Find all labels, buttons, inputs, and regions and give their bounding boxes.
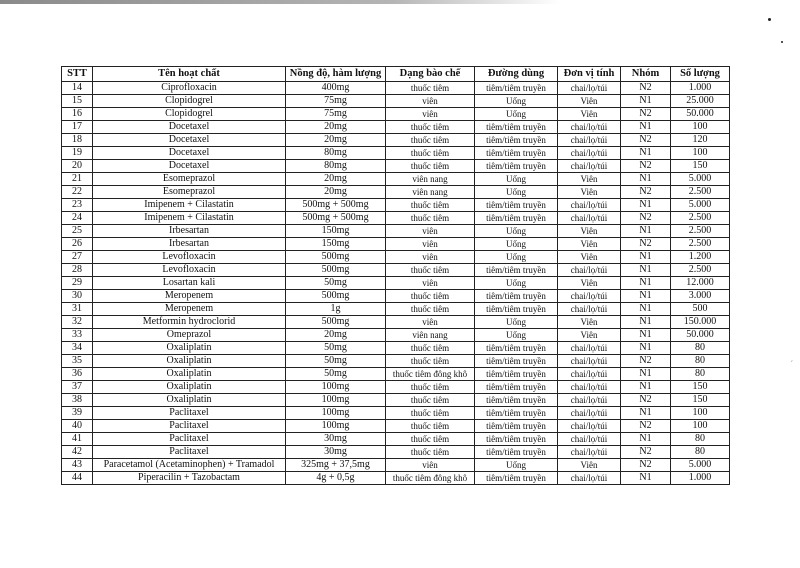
cell-row-number: 25 — [62, 225, 93, 238]
table-row — [62, 95, 730, 108]
table-row — [62, 355, 730, 368]
cell-row-number: 17 — [62, 121, 93, 134]
cell-quantity: 80 — [671, 433, 730, 446]
col-header-group: Nhóm — [621, 67, 671, 82]
cell-unit: chai/lọ/túi — [558, 420, 621, 433]
cell-dosage-form: viên nang — [386, 329, 475, 342]
cell-strength: 100mg — [286, 381, 386, 394]
cell-group: N1 — [621, 121, 671, 134]
cell-active-ingredient: Oxaliplatin — [93, 381, 286, 394]
cell-active-ingredient: Losartan kali — [93, 277, 286, 290]
cell-route: tiêm/tiêm truyền — [475, 160, 558, 173]
cell-dosage-form: thuốc tiêm — [386, 264, 475, 277]
col-header-stt: STT — [62, 67, 93, 82]
cell-dosage-form: thuốc tiêm — [386, 82, 475, 95]
table-row — [62, 381, 730, 394]
cell-quantity: 80 — [671, 342, 730, 355]
cell-quantity: 80 — [671, 368, 730, 381]
cell-unit: Viên — [558, 238, 621, 251]
cell-quantity: 100 — [671, 420, 730, 433]
cell-active-ingredient: Oxaliplatin — [93, 355, 286, 368]
cell-dosage-form: thuốc tiêm đông khô — [386, 472, 475, 485]
cell-group: N1 — [621, 407, 671, 420]
cell-strength: 30mg — [286, 446, 386, 459]
cell-row-number: 16 — [62, 108, 93, 121]
cell-quantity: 150.000 — [671, 316, 730, 329]
cell-unit: chai/lọ/túi — [558, 290, 621, 303]
cell-active-ingredient: Levofloxacin — [93, 251, 286, 264]
table-row — [62, 368, 730, 381]
cell-strength: 4g + 0,5g — [286, 472, 386, 485]
cell-strength: 75mg — [286, 95, 386, 108]
cell-route: tiêm/tiêm truyền — [475, 368, 558, 381]
cell-route: tiêm/tiêm truyền — [475, 199, 558, 212]
cell-dosage-form: viên — [386, 316, 475, 329]
cell-group: N2 — [621, 459, 671, 472]
cell-row-number: 21 — [62, 173, 93, 186]
cell-quantity: 1.000 — [671, 472, 730, 485]
cell-active-ingredient: Irbesartan — [93, 238, 286, 251]
cell-group: N1 — [621, 368, 671, 381]
table-row — [62, 173, 730, 186]
cell-quantity: 1.000 — [671, 82, 730, 95]
cell-dosage-form: viên nang — [386, 186, 475, 199]
cell-route: Uống — [475, 225, 558, 238]
table-row — [62, 394, 730, 407]
col-header-unit: Đơn vị tính — [558, 67, 621, 82]
cell-quantity: 500 — [671, 303, 730, 316]
cell-unit: Viên — [558, 316, 621, 329]
cell-active-ingredient: Oxaliplatin — [93, 394, 286, 407]
col-header-quantity: Số lượng — [671, 67, 730, 82]
cell-row-number: 39 — [62, 407, 93, 420]
cell-route: tiêm/tiêm truyền — [475, 121, 558, 134]
table-row — [62, 225, 730, 238]
cell-dosage-form: thuốc tiêm — [386, 212, 475, 225]
cell-group: N1 — [621, 342, 671, 355]
cell-active-ingredient: Paclitaxel — [93, 446, 286, 459]
cell-row-number: 22 — [62, 186, 93, 199]
cell-unit: chai/lọ/túi — [558, 147, 621, 160]
cell-quantity: 2.500 — [671, 264, 730, 277]
cell-dosage-form: thuốc tiêm — [386, 407, 475, 420]
cell-row-number: 19 — [62, 147, 93, 160]
col-header-dosage-form: Dạng bào chế — [386, 67, 475, 82]
cell-unit: Viên — [558, 186, 621, 199]
table-row — [62, 446, 730, 459]
cell-route: tiêm/tiêm truyền — [475, 433, 558, 446]
cell-dosage-form: thuốc tiêm — [386, 199, 475, 212]
cell-row-number: 26 — [62, 238, 93, 251]
cell-active-ingredient: Metformin hydroclorid — [93, 316, 286, 329]
cell-strength: 30mg — [286, 433, 386, 446]
cell-quantity: 2.500 — [671, 212, 730, 225]
cell-unit: chai/lọ/túi — [558, 394, 621, 407]
cell-group: N2 — [621, 186, 671, 199]
cell-quantity: 5.000 — [671, 459, 730, 472]
cell-unit: chai/lọ/túi — [558, 212, 621, 225]
cell-active-ingredient: Irbesartan — [93, 225, 286, 238]
cell-active-ingredient: Paclitaxel — [93, 420, 286, 433]
cell-quantity: 100 — [671, 407, 730, 420]
cell-group: N1 — [621, 264, 671, 277]
cell-group: N1 — [621, 316, 671, 329]
cell-active-ingredient: Omeprazol — [93, 329, 286, 342]
col-header-strength: Nồng độ, hàm lượng — [286, 67, 386, 82]
cell-unit: chai/lọ/túi — [558, 160, 621, 173]
table-row — [62, 290, 730, 303]
cell-quantity: 50.000 — [671, 329, 730, 342]
table-row — [62, 407, 730, 420]
cell-row-number: 43 — [62, 459, 93, 472]
cell-quantity: 5.000 — [671, 173, 730, 186]
cell-dosage-form: viên — [386, 225, 475, 238]
cell-strength: 75mg — [286, 108, 386, 121]
cell-row-number: 14 — [62, 82, 93, 95]
cell-active-ingredient: Clopidogrel — [93, 95, 286, 108]
cell-active-ingredient: Levofloxacin — [93, 264, 286, 277]
cell-quantity: 1.200 — [671, 251, 730, 264]
cell-unit: chai/lọ/túi — [558, 368, 621, 381]
cell-unit: chai/lọ/túi — [558, 303, 621, 316]
cell-group: N1 — [621, 381, 671, 394]
cell-active-ingredient: Oxaliplatin — [93, 368, 286, 381]
cell-dosage-form: viên — [386, 108, 475, 121]
cell-row-number: 32 — [62, 316, 93, 329]
cell-unit: Viên — [558, 251, 621, 264]
cell-unit: Viên — [558, 277, 621, 290]
cell-unit: chai/lọ/túi — [558, 264, 621, 277]
cell-dosage-form: thuốc tiêm — [386, 446, 475, 459]
cell-group: N2 — [621, 446, 671, 459]
cell-dosage-form: thuốc tiêm — [386, 134, 475, 147]
cell-unit: Viên — [558, 225, 621, 238]
cell-strength: 150mg — [286, 238, 386, 251]
cell-strength: 50mg — [286, 342, 386, 355]
cell-row-number: 28 — [62, 264, 93, 277]
cell-group: N1 — [621, 290, 671, 303]
cell-unit: chai/lọ/túi — [558, 381, 621, 394]
cell-active-ingredient: Docetaxel — [93, 147, 286, 160]
col-header-active-ingredient: Tên hoạt chất — [93, 67, 286, 82]
cell-unit: chai/lọ/túi — [558, 134, 621, 147]
cell-strength: 20mg — [286, 186, 386, 199]
cell-unit: chai/lọ/túi — [558, 355, 621, 368]
cell-dosage-form: thuốc tiêm — [386, 303, 475, 316]
cell-unit: chai/lọ/túi — [558, 472, 621, 485]
cell-route: Uống — [475, 277, 558, 290]
cell-dosage-form: thuốc tiêm — [386, 290, 475, 303]
cell-quantity: 2.500 — [671, 186, 730, 199]
cell-active-ingredient: Docetaxel — [93, 121, 286, 134]
cell-unit: Viên — [558, 95, 621, 108]
cell-group: N1 — [621, 329, 671, 342]
cell-row-number: 40 — [62, 420, 93, 433]
table-row — [62, 472, 730, 485]
cell-unit: chai/lọ/túi — [558, 342, 621, 355]
cell-route: Uống — [475, 108, 558, 121]
cell-group: N2 — [621, 212, 671, 225]
table-row — [62, 238, 730, 251]
cell-route: tiêm/tiêm truyền — [475, 446, 558, 459]
cell-active-ingredient: Paclitaxel — [93, 407, 286, 420]
table-row — [62, 420, 730, 433]
cell-dosage-form: thuốc tiêm đông khô — [386, 368, 475, 381]
cell-dosage-form: viên — [386, 238, 475, 251]
cell-quantity: 80 — [671, 355, 730, 368]
cell-route: tiêm/tiêm truyền — [475, 134, 558, 147]
cell-active-ingredient: Ciprofloxacin — [93, 82, 286, 95]
cell-dosage-form: thuốc tiêm — [386, 121, 475, 134]
cell-active-ingredient: Esomeprazol — [93, 186, 286, 199]
cell-group: N1 — [621, 472, 671, 485]
cell-dosage-form: thuốc tiêm — [386, 160, 475, 173]
cell-unit: chai/lọ/túi — [558, 446, 621, 459]
cell-strength: 500mg — [286, 251, 386, 264]
cell-quantity: 2.500 — [671, 225, 730, 238]
cell-strength: 325mg + 37,5mg — [286, 459, 386, 472]
cell-strength: 80mg — [286, 147, 386, 160]
cell-strength: 50mg — [286, 368, 386, 381]
cell-route: Uống — [475, 316, 558, 329]
cell-row-number: 27 — [62, 251, 93, 264]
cell-active-ingredient: Imipenem + Cilastatin — [93, 212, 286, 225]
table-row — [62, 82, 730, 95]
cell-row-number: 23 — [62, 199, 93, 212]
cell-dosage-form: thuốc tiêm — [386, 433, 475, 446]
table-row — [62, 459, 730, 472]
cell-row-number: 44 — [62, 472, 93, 485]
cell-unit: Viên — [558, 329, 621, 342]
table-header-row — [62, 67, 730, 82]
drug-list-table — [61, 66, 730, 485]
table-row — [62, 316, 730, 329]
cell-quantity: 3.000 — [671, 290, 730, 303]
table-row — [62, 199, 730, 212]
cell-group: N1 — [621, 303, 671, 316]
cell-strength: 50mg — [286, 277, 386, 290]
cell-quantity: 100 — [671, 121, 730, 134]
table-row — [62, 329, 730, 342]
cell-dosage-form: thuốc tiêm — [386, 342, 475, 355]
cell-unit: Viên — [558, 459, 621, 472]
cell-quantity: 12.000 — [671, 277, 730, 290]
cell-strength: 500mg — [286, 290, 386, 303]
cell-route: Uống — [475, 251, 558, 264]
cell-strength: 80mg — [286, 160, 386, 173]
table-row — [62, 108, 730, 121]
cell-route: tiêm/tiêm truyền — [475, 147, 558, 160]
cell-active-ingredient: Docetaxel — [93, 134, 286, 147]
cell-route: tiêm/tiêm truyền — [475, 420, 558, 433]
cell-unit: chai/lọ/túi — [558, 433, 621, 446]
cell-route: Uống — [475, 95, 558, 108]
cell-quantity: 2.500 — [671, 238, 730, 251]
cell-active-ingredient: Docetaxel — [93, 160, 286, 173]
cell-group: N2 — [621, 134, 671, 147]
cell-dosage-form: thuốc tiêm — [386, 355, 475, 368]
cell-strength: 100mg — [286, 420, 386, 433]
cell-strength: 100mg — [286, 394, 386, 407]
cell-dosage-form: viên — [386, 251, 475, 264]
cell-route: Uống — [475, 329, 558, 342]
cell-dosage-form: thuốc tiêm — [386, 394, 475, 407]
cell-strength: 500mg — [286, 264, 386, 277]
table-row — [62, 264, 730, 277]
cell-unit: Viên — [558, 108, 621, 121]
table-row — [62, 303, 730, 316]
scan-speck — [768, 18, 771, 21]
cell-route: tiêm/tiêm truyền — [475, 342, 558, 355]
cell-route: tiêm/tiêm truyền — [475, 355, 558, 368]
table-row — [62, 251, 730, 264]
cell-group: N2 — [621, 82, 671, 95]
cell-dosage-form: viên — [386, 95, 475, 108]
cell-quantity: 150 — [671, 394, 730, 407]
cell-row-number: 29 — [62, 277, 93, 290]
cell-row-number: 41 — [62, 433, 93, 446]
cell-group: N2 — [621, 160, 671, 173]
cell-unit: chai/lọ/túi — [558, 121, 621, 134]
scan-edge-artifact — [0, 0, 560, 4]
cell-row-number: 42 — [62, 446, 93, 459]
cell-strength: 1g — [286, 303, 386, 316]
cell-unit: chai/lọ/túi — [558, 199, 621, 212]
cell-quantity: 50.000 — [671, 108, 730, 121]
cell-active-ingredient: Piperacilin + Tazobactam — [93, 472, 286, 485]
cell-group: N1 — [621, 95, 671, 108]
cell-strength: 20mg — [286, 121, 386, 134]
cell-row-number: 15 — [62, 95, 93, 108]
cell-route: tiêm/tiêm truyền — [475, 82, 558, 95]
cell-group: N1 — [621, 277, 671, 290]
cell-dosage-form: viên — [386, 277, 475, 290]
cell-group: N1 — [621, 199, 671, 212]
cell-strength: 500mg — [286, 316, 386, 329]
cell-group: N2 — [621, 108, 671, 121]
cell-active-ingredient: Clopidogrel — [93, 108, 286, 121]
cell-group: N1 — [621, 147, 671, 160]
cell-active-ingredient: Paclitaxel — [93, 433, 286, 446]
cell-row-number: 30 — [62, 290, 93, 303]
scan-mark: ´ — [790, 360, 794, 371]
cell-group: N1 — [621, 225, 671, 238]
cell-strength: 20mg — [286, 329, 386, 342]
cell-strength: 500mg + 500mg — [286, 212, 386, 225]
cell-quantity: 80 — [671, 446, 730, 459]
table-body — [62, 82, 730, 485]
cell-dosage-form: viên nang — [386, 173, 475, 186]
cell-row-number: 37 — [62, 381, 93, 394]
cell-strength: 500mg + 500mg — [286, 199, 386, 212]
cell-quantity: 150 — [671, 160, 730, 173]
cell-route: tiêm/tiêm truyền — [475, 407, 558, 420]
cell-route: tiêm/tiêm truyền — [475, 394, 558, 407]
cell-row-number: 24 — [62, 212, 93, 225]
cell-group: N2 — [621, 394, 671, 407]
cell-quantity: 100 — [671, 147, 730, 160]
cell-route: Uống — [475, 238, 558, 251]
cell-route: tiêm/tiêm truyền — [475, 303, 558, 316]
cell-group: N2 — [621, 238, 671, 251]
cell-row-number: 36 — [62, 368, 93, 381]
cell-row-number: 18 — [62, 134, 93, 147]
cell-group: N2 — [621, 420, 671, 433]
cell-row-number: 35 — [62, 355, 93, 368]
cell-unit: chai/lọ/túi — [558, 407, 621, 420]
cell-active-ingredient: Oxaliplatin — [93, 342, 286, 355]
table-row — [62, 186, 730, 199]
cell-route: tiêm/tiêm truyền — [475, 264, 558, 277]
cell-active-ingredient: Meropenem — [93, 290, 286, 303]
cell-active-ingredient: Meropenem — [93, 303, 286, 316]
cell-quantity: 5.000 — [671, 199, 730, 212]
cell-unit: chai/lọ/túi — [558, 82, 621, 95]
cell-active-ingredient: Paracetamol (Acetaminophen) + Tramadol — [93, 459, 286, 472]
cell-dosage-form: viên — [386, 459, 475, 472]
cell-group: N1 — [621, 173, 671, 186]
cell-unit: Viên — [558, 173, 621, 186]
cell-quantity: 25.000 — [671, 95, 730, 108]
cell-active-ingredient: Esomeprazol — [93, 173, 286, 186]
table-row — [62, 277, 730, 290]
cell-dosage-form: thuốc tiêm — [386, 381, 475, 394]
cell-route: tiêm/tiêm truyền — [475, 290, 558, 303]
cell-route: tiêm/tiêm truyền — [475, 381, 558, 394]
cell-group: N1 — [621, 251, 671, 264]
cell-row-number: 31 — [62, 303, 93, 316]
cell-dosage-form: thuốc tiêm — [386, 147, 475, 160]
cell-route: Uống — [475, 459, 558, 472]
table-row — [62, 212, 730, 225]
cell-row-number: 34 — [62, 342, 93, 355]
cell-route: tiêm/tiêm truyền — [475, 472, 558, 485]
table-row — [62, 121, 730, 134]
cell-strength: 20mg — [286, 134, 386, 147]
cell-route: Uống — [475, 186, 558, 199]
cell-strength: 150mg — [286, 225, 386, 238]
cell-strength: 100mg — [286, 407, 386, 420]
cell-dosage-form: thuốc tiêm — [386, 420, 475, 433]
cell-row-number: 33 — [62, 329, 93, 342]
table-row — [62, 147, 730, 160]
cell-row-number: 38 — [62, 394, 93, 407]
table-row — [62, 160, 730, 173]
table-row — [62, 342, 730, 355]
cell-route: tiêm/tiêm truyền — [475, 212, 558, 225]
table-row — [62, 134, 730, 147]
col-header-route: Đường dùng — [475, 67, 558, 82]
cell-row-number: 20 — [62, 160, 93, 173]
cell-quantity: 120 — [671, 134, 730, 147]
table-row — [62, 433, 730, 446]
cell-route: Uống — [475, 173, 558, 186]
cell-strength: 50mg — [286, 355, 386, 368]
cell-strength: 20mg — [286, 173, 386, 186]
cell-strength: 400mg — [286, 82, 386, 95]
cell-group: N1 — [621, 433, 671, 446]
cell-quantity: 150 — [671, 381, 730, 394]
cell-group: N2 — [621, 355, 671, 368]
cell-active-ingredient: Imipenem + Cilastatin — [93, 199, 286, 212]
scan-speck — [781, 41, 783, 43]
